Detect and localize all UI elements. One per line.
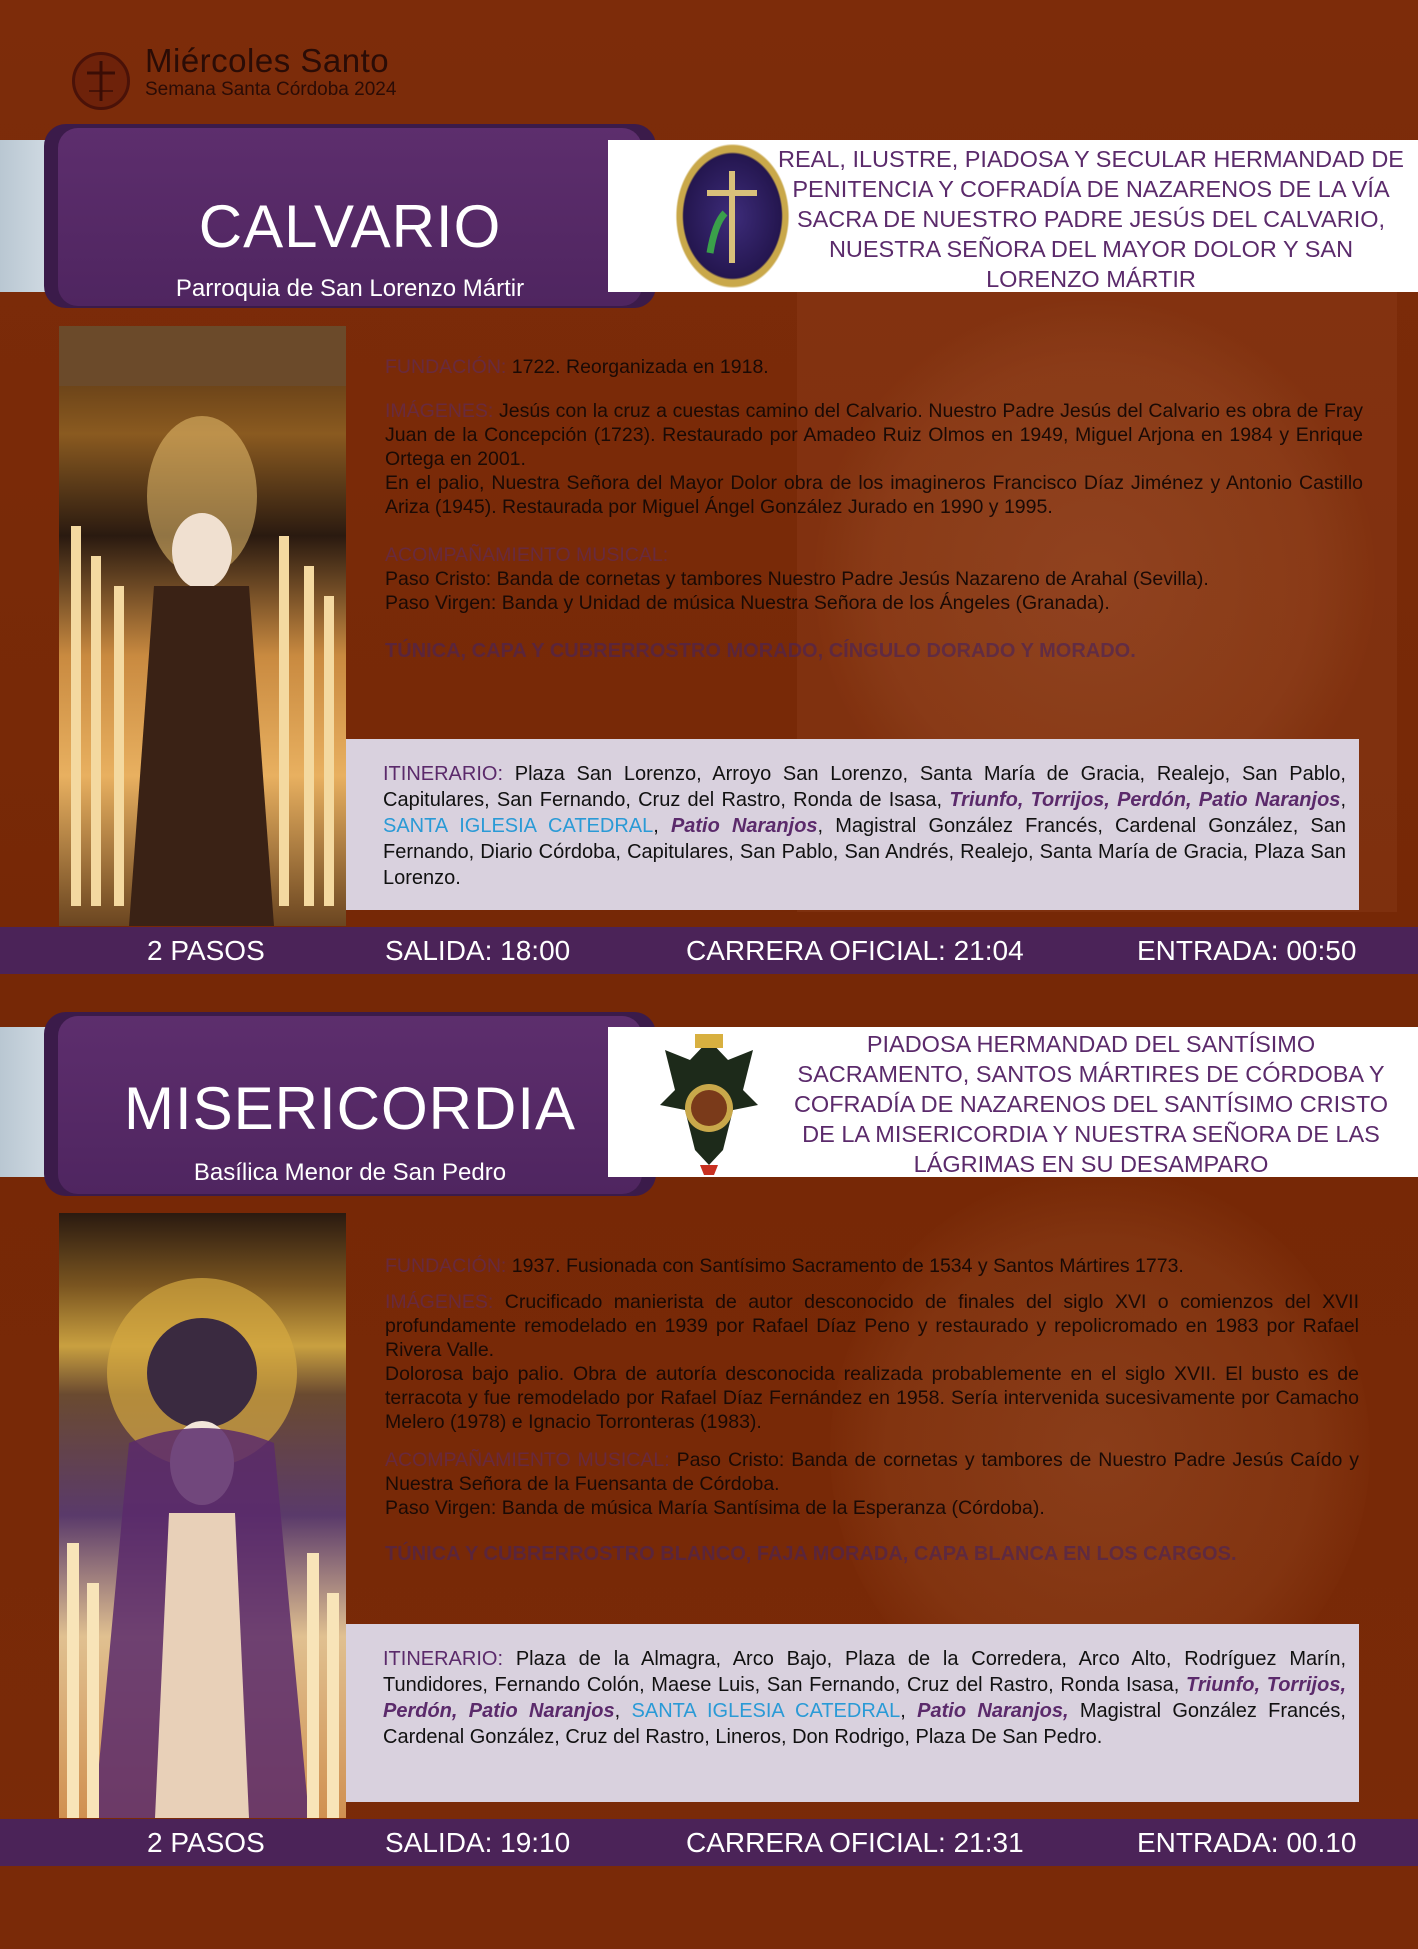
- hermandad-ribbon: [58, 1016, 642, 1194]
- hermandad-parish: Parroquia de San Lorenzo Mártir: [175, 275, 525, 302]
- musica-label-text: ACOMPAÑAMIENTO MUSICAL:: [385, 544, 669, 566]
- itinerary-cathedral: SANTA IGLESIA CATEDRAL: [383, 815, 654, 837]
- itinerary-box: [346, 1624, 1359, 1802]
- misericordia-eagle-crest-icon: [650, 1030, 768, 1176]
- itinerary-highlight-2: Patio Naranjos,: [917, 1700, 1069, 1722]
- itinerary-highlight-2: Patio Naranjos: [670, 815, 818, 837]
- entrada-time: ENTRADA: 00:50: [1137, 935, 1357, 966]
- musica-virgen: Paso Virgen: Banda y Unidad de música Nuestra Señora de los Ángeles (Granada).: [385, 592, 1110, 614]
- itinerary-sep-2: ,: [900, 1700, 906, 1722]
- itinerary-label: ITINERARIO:: [383, 1648, 504, 1670]
- fundacion-paragraph: [385, 355, 1363, 379]
- fundacion-label: FUNDACIÓN:: [385, 1255, 507, 1277]
- calvario-crest-icon: [675, 143, 790, 289]
- virgen-lagrimas-photo: [59, 1213, 346, 1818]
- pasos-count: 2 PASOS: [147, 1827, 265, 1858]
- hermandad-ribbon: [58, 128, 642, 306]
- musica-virgen: Paso Virgen: Banda de música María Santísima de la Esperanza (Córdoba).: [385, 1497, 1045, 1519]
- cross-emblem-icon: [72, 52, 130, 110]
- fundacion-text: 1722. Reorganizada en 1918.: [511, 356, 769, 378]
- itinerary-highlight: Triunfo, Torrijos, Perdón, Patio Naranjos: [383, 1674, 1346, 1722]
- imagenes-text: Crucificado manierista de autor desconocido de finales del siglo XVI o comienzos del XVII profundamente remodelado en 1939 por Rafael Díaz Peno y restaurado y repolicromado en 1983 por Rafael Rivera Valle.: [385, 1291, 1359, 1361]
- schedule-bar: [0, 1819, 1418, 1866]
- imagenes-paragraph-2: Dolorosa bajo palio. Obra de autoría desconocida realizada probablemente en el siglo XVII. El busto es de terracota y fue remodelado por Rafael Díaz Fernández en 1958. Sería intervenida sucesivamente por Camacho Melero (1978) e Ignacio Torronteras (1983).: [385, 1363, 1359, 1433]
- virgen-mayor-dolor-photo: [59, 326, 346, 926]
- hermandad-info: [385, 355, 1363, 671]
- carrera-oficial-time: CARRERA OFICIAL: 21:31: [686, 1827, 1024, 1858]
- musica-cristo: Paso Cristo: Banda de cornetas y tambores Nuestro Padre Jesús Nazareno de Arahal (Sevilla).: [385, 568, 1209, 590]
- hermandad-name: CALVARIO: [198, 193, 502, 260]
- tunica-text: TÚNICA Y CUBRERROSTRO BLANCO, FAJA MORADA, CAPA BLANCA EN LOS CARGOS.: [385, 1543, 1237, 1565]
- pasos-count: 2 PASOS: [147, 935, 265, 966]
- imagenes-label: IMÁGENES:: [385, 1291, 494, 1313]
- musica-paragraph: [385, 1448, 1359, 1496]
- header-title: Miércoles Santo: [145, 42, 390, 79]
- full-title-text: REAL, ILUSTRE, PIADOSA Y SECULAR HERMANDAD DE PENITENCIA Y COFRADÍA DE NAZARENOS DE LA VÍA SACRA DE NUESTRO PADRE JESÚS DEL CALVARIO, NUESTRA SEÑORA DEL MAYOR DOLOR Y SAN LORENZO MÁRTIR: [778, 146, 1404, 292]
- itinerary-sep-2: ,: [653, 815, 659, 837]
- itinerary-text-f: , Magistral González Francés, Cardenal González, San Fernando, Diario Córdoba, Capitulares, San Pablo, San Andrés, Realejo, Santa María de Gracia, Plaza San Lorenzo.: [383, 815, 1347, 889]
- tunica-text: TÚNICA, CAPA Y CUBRERROSTRO MORADO, CÍNGULO DORADO Y MORADO.: [385, 640, 1136, 662]
- salida-time: SALIDA: 19:10: [385, 1827, 571, 1858]
- fundacion-paragraph: [385, 1254, 1359, 1278]
- itinerary-sep: ,: [1340, 789, 1346, 811]
- itinerary-box: [346, 739, 1359, 910]
- hermandad-name: MISERICORDIA: [123, 1075, 577, 1142]
- imagenes-text: Jesús con la cruz a cuestas camino del Calvario. Nuestro Padre Jesús del Calvario es obra de Fray Juan de la Concepción (1723). Restaurado por Amadeo Ruiz Olmos en 1949, Miguel Arjona en 1984 y Enrique Ortega en 2001.: [385, 400, 1363, 470]
- carrera-oficial-time: CARRERA OFICIAL: 21:04: [686, 935, 1024, 966]
- itinerary-label: ITINERARIO:: [383, 763, 504, 785]
- imagenes-label: IMÁGENES:: [385, 400, 494, 422]
- hermandad-info: [385, 1254, 1359, 1574]
- itinerary-cathedral: SANTA IGLESIA CATEDRAL: [631, 1700, 901, 1722]
- imagenes-paragraph-2: En el palio, Nuestra Señora del Mayor Dolor obra de los imagineros Francisco Díaz Jiménez y Antonio Castillo Ariza (1945). Restaurada por Miguel Ángel González Jurado en 1990 y 1995.: [385, 472, 1363, 518]
- header-subtitle: Semana Santa Córdoba 2024: [145, 79, 397, 100]
- musica-label: [385, 543, 1363, 567]
- itinerary-sep: ,: [614, 1700, 621, 1722]
- itinerary-text-f: Magistral González Francés, Cardenal González, Cruz del Rastro, Lineros, Don Rodrigo, Plaza De San Pedro.: [383, 1700, 1346, 1748]
- musica-cristo: Paso Cristo: Banda de cornetas y tambores de Nuestro Padre Jesús Caído y Nuestra Señora de la Fuensanta de Córdoba.: [385, 1449, 1359, 1495]
- itinerary-highlight: Triunfo, Torrijos, Perdón, Patio Naranjos: [949, 789, 1341, 811]
- schedule-bar: [0, 927, 1418, 974]
- hermandad-parish: Basílica Menor de San Pedro: [193, 1159, 507, 1186]
- itinerary-text-a: Plaza San Lorenzo, Arroyo San Lorenzo, Santa María de Gracia, Realejo, San Pablo, Capitulares, San Fernando, Cruz del Rastro, Ronda de Isasa,: [383, 763, 1346, 811]
- musica-label-text: ACOMPAÑAMIENTO MUSICAL:: [385, 1449, 670, 1471]
- fundacion-text: 1937. Fusionada con Santísimo Sacramento de 1534 y Santos Mártires 1773.: [511, 1255, 1184, 1277]
- salida-time: SALIDA: 18:00: [385, 935, 571, 966]
- full-title-text: PIADOSA HERMANDAD DEL SANTÍSIMO SACRAMENTO, SANTOS MÁRTIRES DE CÓRDOBA Y COFRADÍA DE NAZARENOS DEL SANTÍSIMO CRISTO DE LA MISERICORDIA Y NUESTRA SEÑORA DE LAS LÁGRIMAS EN SU DESAMPARO: [793, 1031, 1389, 1177]
- imagenes-paragraph: [385, 1290, 1359, 1362]
- itinerary-text-a: Plaza de la Almagra, Arco Bajo, Plaza de la Corredera, Arco Alto, Rodríguez Marín, Tundidores, Fernando Colón, Maese Luis, San Fernando, Cruz del Rastro, Ronda Isasa,: [383, 1648, 1347, 1696]
- imagenes-paragraph: [385, 399, 1363, 471]
- fundacion-label: FUNDACIÓN:: [385, 356, 507, 378]
- entrada-time: ENTRADA: 00.10: [1137, 1827, 1357, 1858]
